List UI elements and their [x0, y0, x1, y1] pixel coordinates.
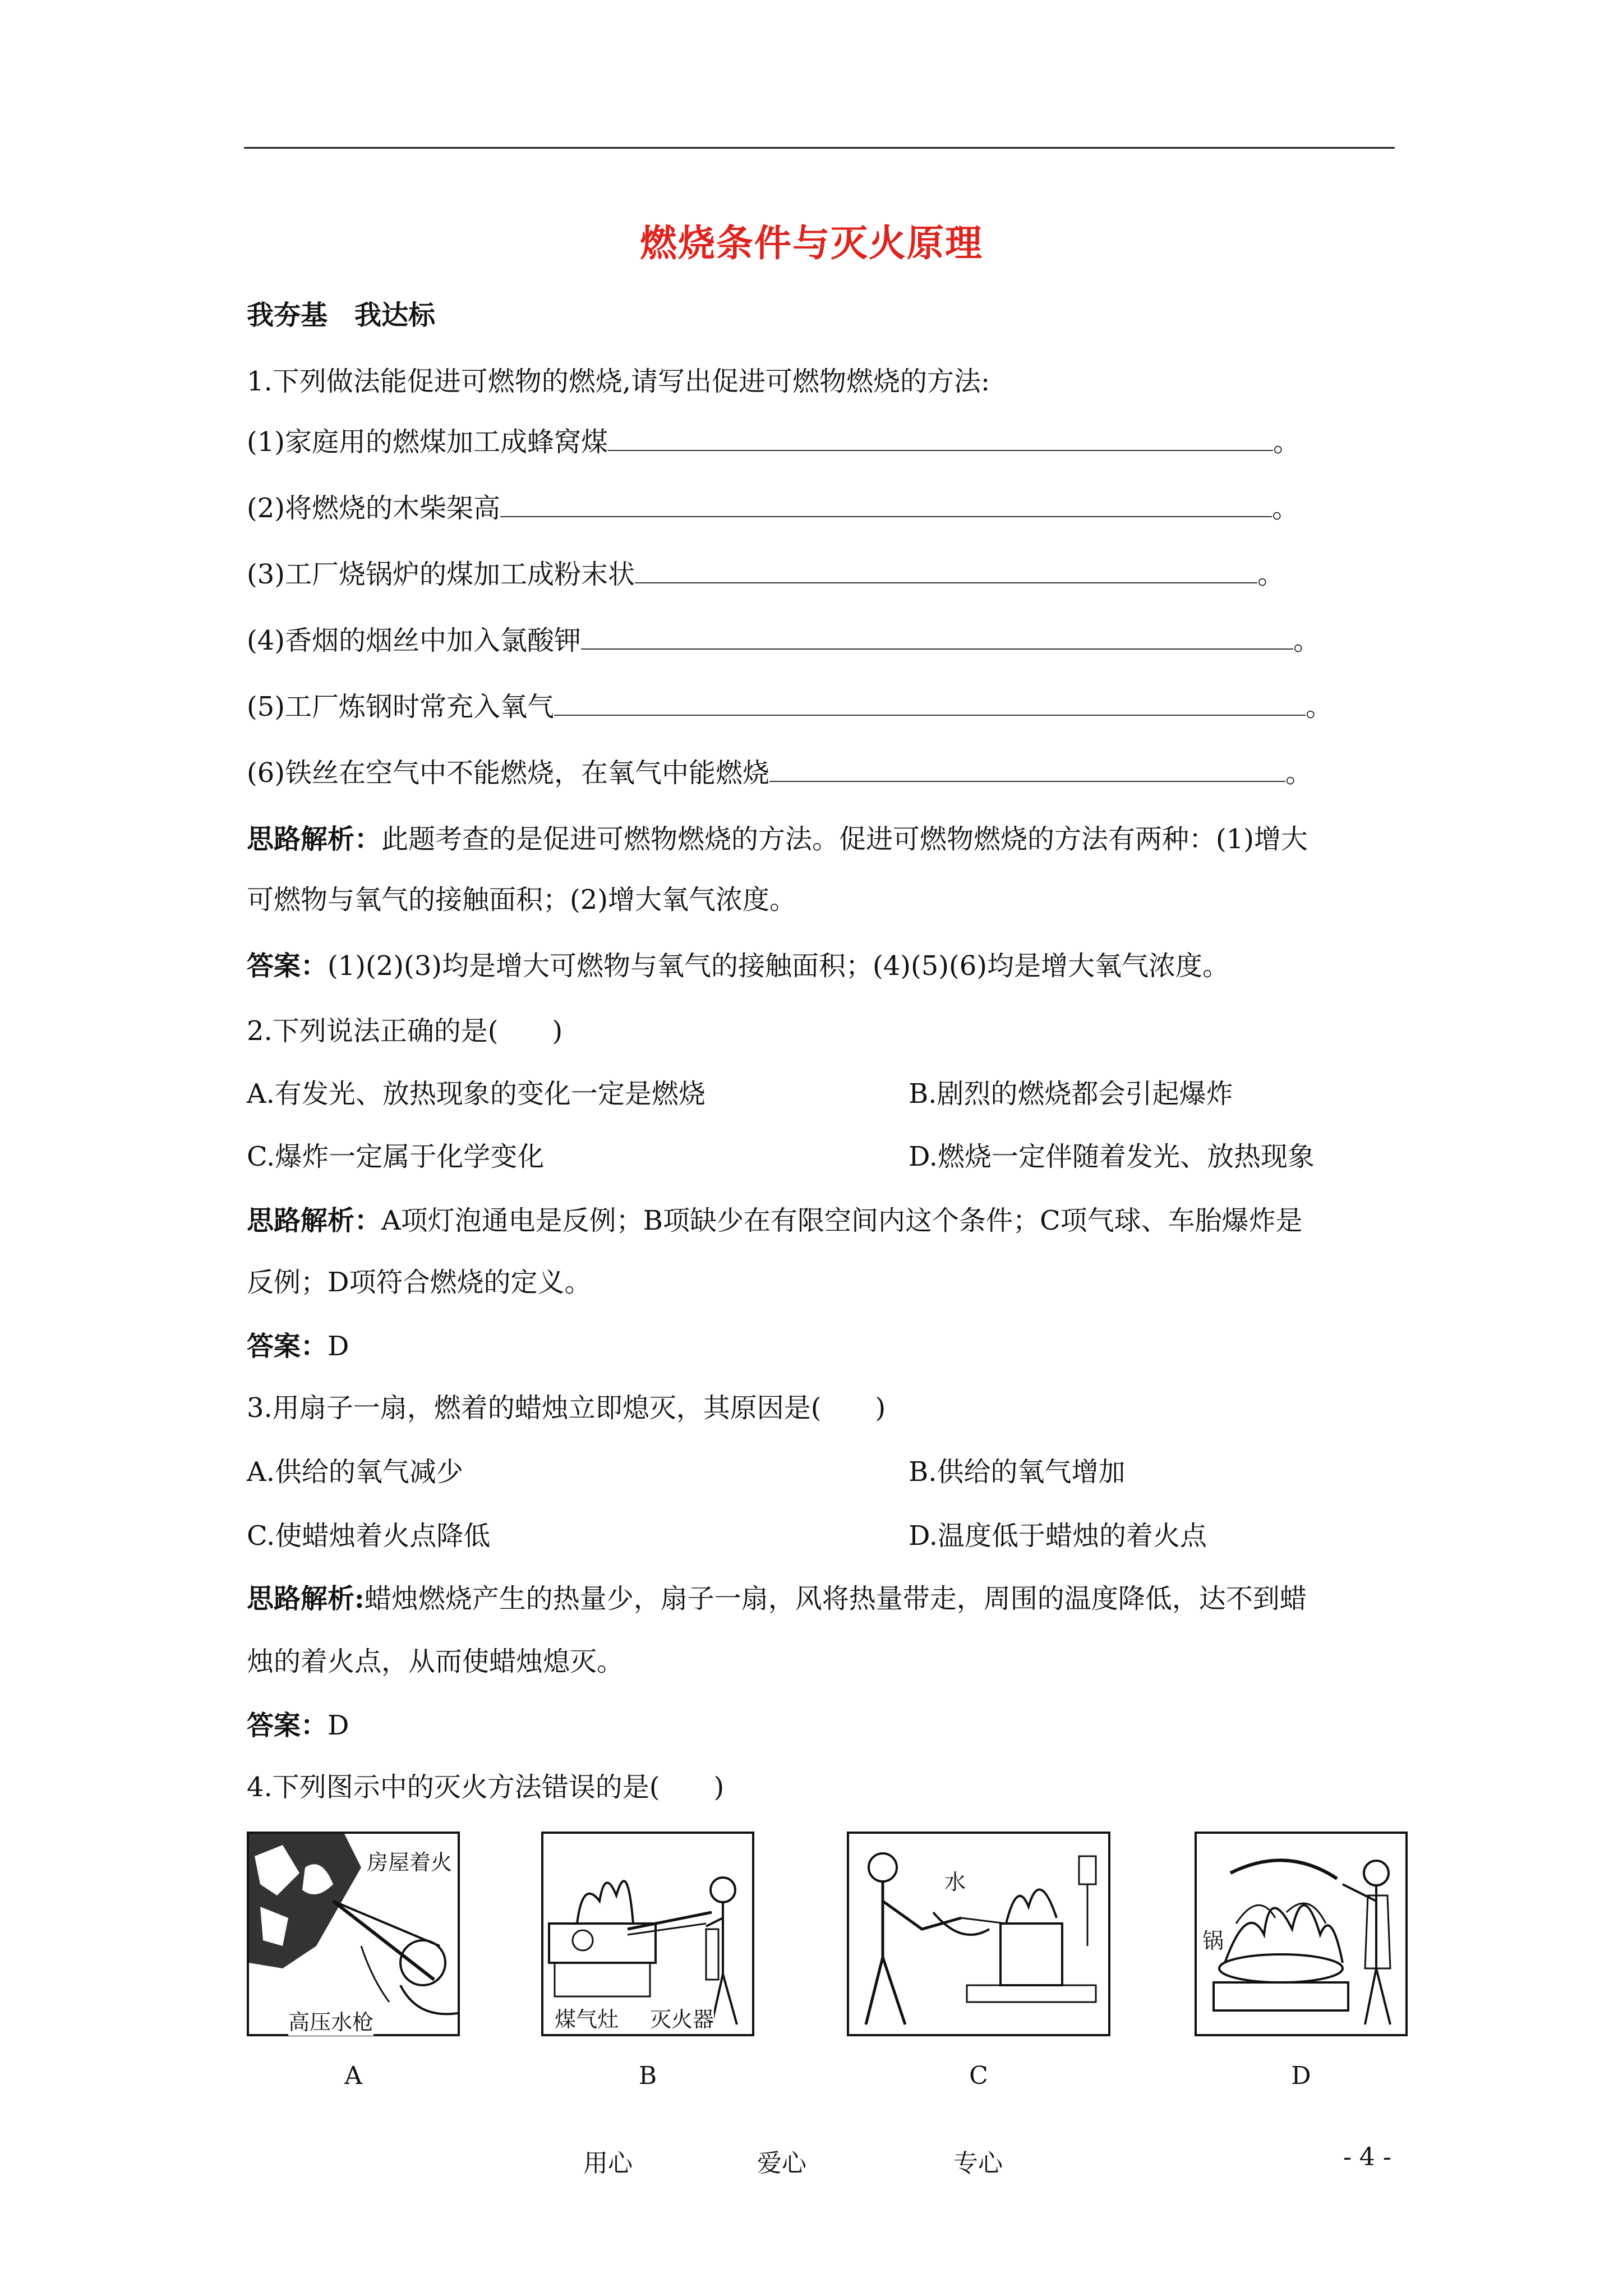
- page-title: 燃烧条件与灭火原理: [640, 221, 983, 265]
- q3-option-b: B.供给的氧气增加: [909, 1456, 1126, 1488]
- section-heading: 我夯基 我达标: [247, 300, 436, 331]
- figure-c-label-water: 水: [944, 1865, 966, 1895]
- q1-analysis: 思路解析：此题考查的是促进可燃物燃烧的方法。促进可燃物燃烧的方法有两种：(1)增大: [247, 823, 1308, 855]
- figure-b-stove-extinguisher: [541, 1832, 754, 2036]
- q1-answer: 答案：(1)(2)(3)均是增大可燃物与氧气的接触面积；(4)(5)(6)均是增大氧气浓度。: [247, 950, 1229, 982]
- figure-a-label-house: 房屋着火: [367, 1845, 452, 1876]
- q2-option-c: C.爆炸一定属于化学变化: [247, 1141, 545, 1172]
- answer-blank[interactable]: [581, 626, 1293, 650]
- q1-stem: 1.下列做法能促进可燃物的燃烧,请写出促进可燃物燃烧的方法:: [247, 366, 990, 397]
- footer-item: 用心: [583, 2149, 633, 2178]
- q3-stem: 3.用扇子一扇，燃着的蜡烛立即熄灭，其原因是( ): [247, 1392, 886, 1424]
- header-rule: [244, 147, 1395, 149]
- q1-analysis-cont: 可燃物与氧气的接触面积；(2)增大氧气浓度。: [247, 884, 796, 915]
- water-on-fire-illustration: [849, 1834, 1108, 2034]
- q1-item-4: (4)香烟的烟丝中加入氯酸钾 。: [247, 625, 1321, 656]
- q3-answer: 答案：D: [247, 1710, 349, 1741]
- figure-d-caption: D: [1291, 2062, 1311, 2090]
- q2-option-a: A.有发光、放热现象的变化一定是燃烧: [247, 1078, 706, 1110]
- q1-item-2: (2)将燃烧的木柴架高 。: [247, 493, 1299, 524]
- q2-option-b: B.剧烈的燃烧都会引起爆炸: [909, 1078, 1233, 1110]
- q1-item-1: (1)家庭用的燃煤加工成蜂窝煤 。: [247, 426, 1301, 458]
- answer-blank[interactable]: [608, 427, 1273, 451]
- q3-analysis-cont: 烛的着火点，从而使蜡烛熄灭。: [247, 1646, 624, 1677]
- figure-a-house-fire: [247, 1832, 460, 2036]
- pot-lid-illustration: [1197, 1834, 1405, 2034]
- q3-option-a: A.供给的氧气减少: [247, 1456, 463, 1488]
- figure-a-label-hose: 高压水枪: [288, 2005, 374, 2036]
- q2-option-d: D.燃烧一定伴随着发光、放热现象: [909, 1141, 1315, 1172]
- q2-analysis-cont: 反例；D项符合燃烧的定义。: [247, 1267, 592, 1298]
- q1-item-6: (6)铁丝在空气中不能燃烧，在氧气中能燃烧 。: [247, 757, 1313, 789]
- q4-stem: 4.下列图示中的灭火方法错误的是( ): [247, 1772, 725, 1803]
- q2-analysis: 思路解析：A项灯泡通电是反例；B项缺少在有限空间内这个条件；C项气球、车胎爆炸是: [247, 1205, 1303, 1236]
- answer-blank[interactable]: [769, 758, 1285, 782]
- figure-d-pot-lid: [1195, 1832, 1408, 2036]
- q1-item-3: (3)工厂烧锅炉的煤加工成粉末状 。: [247, 559, 1285, 590]
- footer-item: 专心: [953, 2149, 1003, 2178]
- figure-b-label-stove: 煤气灶: [555, 2002, 619, 2033]
- q3-option-c: C.使蜡烛着火点降低: [247, 1520, 491, 1552]
- answer-blank[interactable]: [500, 494, 1272, 517]
- figure-d-label-pot: 锅: [1202, 1924, 1224, 1954]
- footer-item: 爱心: [757, 2149, 806, 2178]
- q2-answer: 答案：D: [247, 1331, 349, 1362]
- figure-c-water-on-fire: [847, 1832, 1110, 2036]
- answer-blank[interactable]: [554, 692, 1306, 716]
- figure-b-caption: B: [638, 2062, 657, 2090]
- q3-option-d: D.温度低于蜡烛的着火点: [909, 1520, 1207, 1552]
- figure-b-label-extinguisher: 灭火器: [650, 2002, 714, 2033]
- q1-item-5: (5)工厂炼钢时常充入氧气 。: [247, 691, 1333, 723]
- answer-blank[interactable]: [635, 560, 1257, 583]
- q3-analysis: 思路解析:蜡烛燃烧产生的热量少，扇子一扇，风将热量带走，周围的温度降低，达不到蜡: [247, 1583, 1307, 1614]
- figure-a-caption: A: [344, 2062, 362, 2090]
- q2-stem: 2.下列说法正确的是( ): [247, 1015, 563, 1047]
- page-number: - 4 -: [1343, 2143, 1391, 2171]
- figure-c-caption: C: [969, 2062, 988, 2090]
